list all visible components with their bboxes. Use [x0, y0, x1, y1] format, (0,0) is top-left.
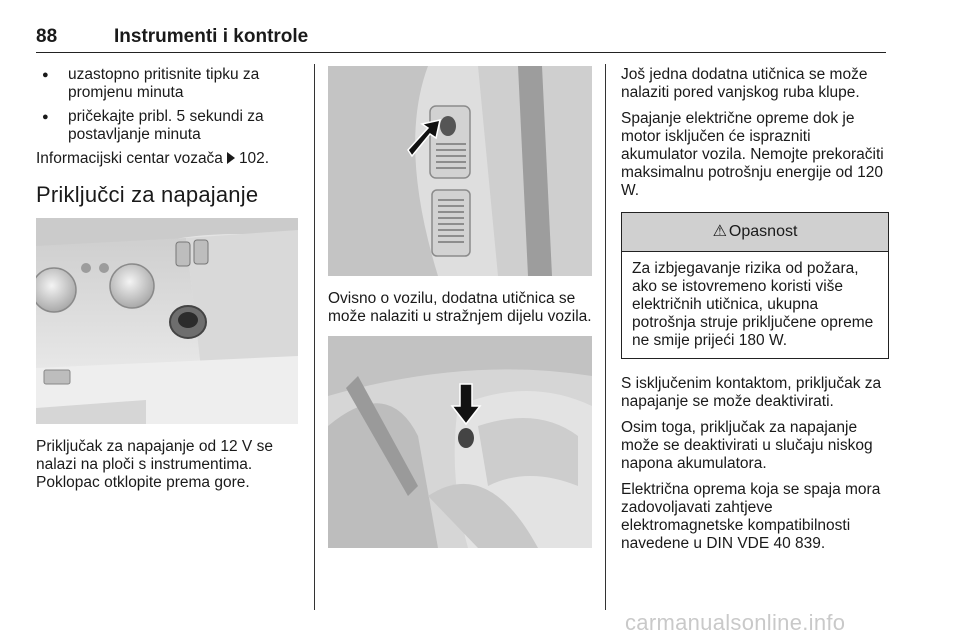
warning-title: Opasnost: [728, 223, 798, 240]
page-number: 88: [36, 26, 58, 47]
page-header: [36, 22, 886, 53]
warning-header: [622, 213, 888, 252]
page-header-title: Instrumenti i kontrole: [114, 26, 309, 47]
figure-caption: Priključak za napajanje od 12 V se nalazi na ploči s instrumentima. Poklopac otklopite prema gore.: [36, 438, 273, 491]
watermark: carmanualsonline.info: [625, 610, 846, 635]
column-middle: [328, 66, 592, 548]
column-divider: [605, 64, 606, 610]
section-heading: Priključci za napajanje: [36, 182, 259, 207]
bullet-list: [36, 66, 298, 144]
paragraph: Osim toga, priključak za napajanje može se deaktivirati u slučaju niskog napona akumulatora.: [621, 419, 873, 472]
figure-caption: Ovisno o vozilu, dodatna utičnica se može nalaziti u stražnjem dijelu vozila.: [328, 290, 592, 325]
paragraph: Spajanje električne opreme dok je motor isključen će isprazniti akumulator vozila. Nemojte prekoračiti maksimalnu potrošnju energije od 120 W.: [621, 110, 884, 199]
side-wall-outlet-image: [328, 66, 592, 276]
column-left: [36, 66, 298, 500]
warning-body: Za izbjegavanje rizika od požara, ako se istovremeno koristi više električnih utičnica, ukupna potrošnja struje priključene opreme ne smije prijeći 180 W.: [632, 260, 874, 349]
warning-triangle-icon: ⚠: [712, 223, 727, 240]
paragraph: Još jedna dodatna utičnica se može nalaziti pored vanjskog ruba klupe.: [621, 66, 868, 101]
reference-page: 102.: [238, 150, 270, 167]
rear-seat-outlet-image: [328, 336, 592, 548]
page-reference-icon: [227, 152, 235, 164]
warning-box: [621, 212, 889, 359]
list-item: ● pričekajte pribl. 5 sekundi za postavljanje minuta: [36, 108, 298, 144]
list-item: ● uzastopno pritisnite tipku za promjenu minuta: [36, 66, 298, 102]
paragraph: Električna oprema koja se spaja mora zadovoljavati zahtjeve elektromagnetske kompatibilnosti navedene u DIN VDE 40 839.: [621, 481, 881, 552]
column-divider: [314, 64, 315, 610]
column-right: [621, 66, 889, 561]
reference-text: Informacijski centar vozača: [36, 150, 223, 167]
cross-reference: [36, 150, 298, 168]
paragraph: S isključenim kontaktom, priključak za napajanje se može deaktivirati.: [621, 375, 882, 410]
dashboard-power-outlet-image: [36, 218, 298, 424]
